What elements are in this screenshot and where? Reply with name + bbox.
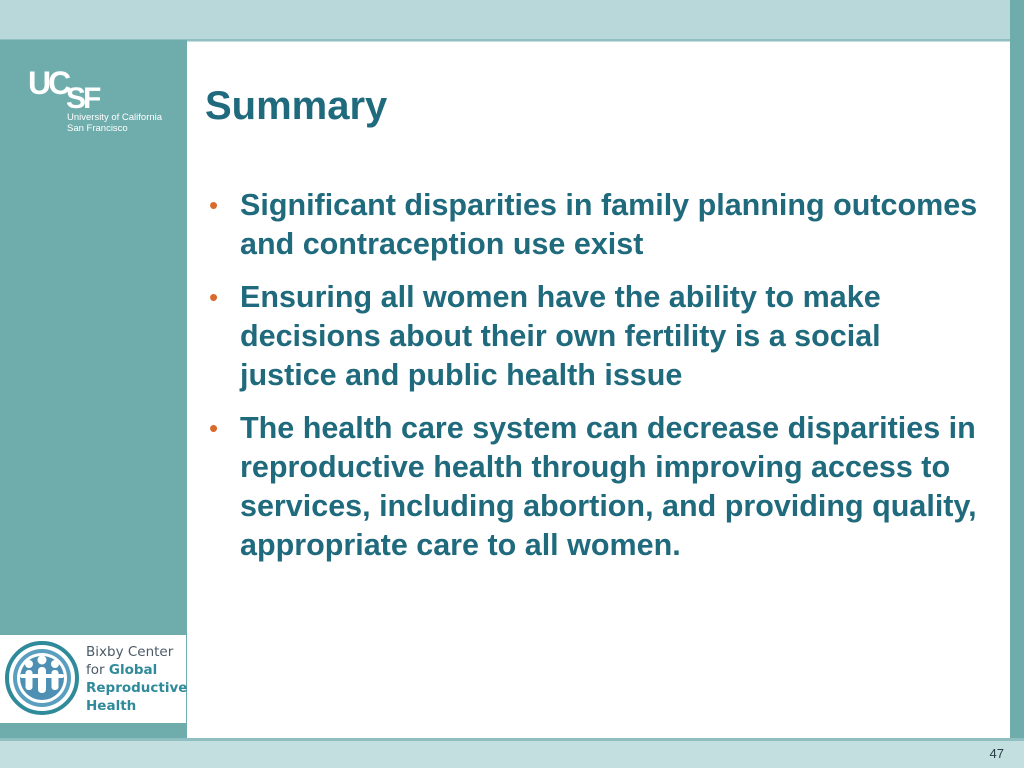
ucsf-university-line: University of California xyxy=(67,112,163,123)
bottom-band-divider xyxy=(0,738,1024,741)
bixby-line-center: Bixby Center xyxy=(86,644,174,660)
bottom-band xyxy=(0,738,1024,768)
bullet-item xyxy=(205,409,985,565)
bullet-text: Significant disparities in family planning outcomes and contraception use exist xyxy=(240,188,978,261)
bullet-item xyxy=(205,186,985,264)
ucsf-wordmark-icon xyxy=(28,66,118,110)
bixby-line-global xyxy=(86,661,157,679)
slide-page-number: 47 xyxy=(989,746,1004,761)
ucsf-campus-line: San Francisco xyxy=(67,123,128,134)
bullet-dot-icon: • xyxy=(209,190,219,220)
bixby-global-word: Global xyxy=(108,662,158,678)
ucsf-logo xyxy=(28,66,178,138)
bixby-line-reproductive: Reproductive xyxy=(86,680,188,696)
bixby-people-circle-icon xyxy=(4,640,80,716)
bullet-text: Ensuring all women have the ability to make decisions about their own fertility is a social justice and public health issue xyxy=(240,280,881,392)
svg-text:SF: SF xyxy=(66,82,99,110)
right-edge-strip xyxy=(1010,0,1024,768)
bullet-text: The health care system can decrease disparities in reproductive health through improving access to services, including abortion, and providing quality, appropriate care to all women. xyxy=(240,411,977,562)
top-band xyxy=(0,0,1024,40)
summary-bullet-list xyxy=(205,186,985,579)
bixby-center-logo xyxy=(0,635,186,723)
bixby-line-health: Health xyxy=(86,698,137,714)
bixby-for-word: for xyxy=(86,662,109,678)
bullet-dot-icon: • xyxy=(209,282,219,312)
svg-text:UC: UC xyxy=(28,66,69,101)
slide-title: Summary xyxy=(205,84,388,128)
bullet-dot-icon: • xyxy=(209,413,219,443)
bullet-item xyxy=(205,278,985,395)
